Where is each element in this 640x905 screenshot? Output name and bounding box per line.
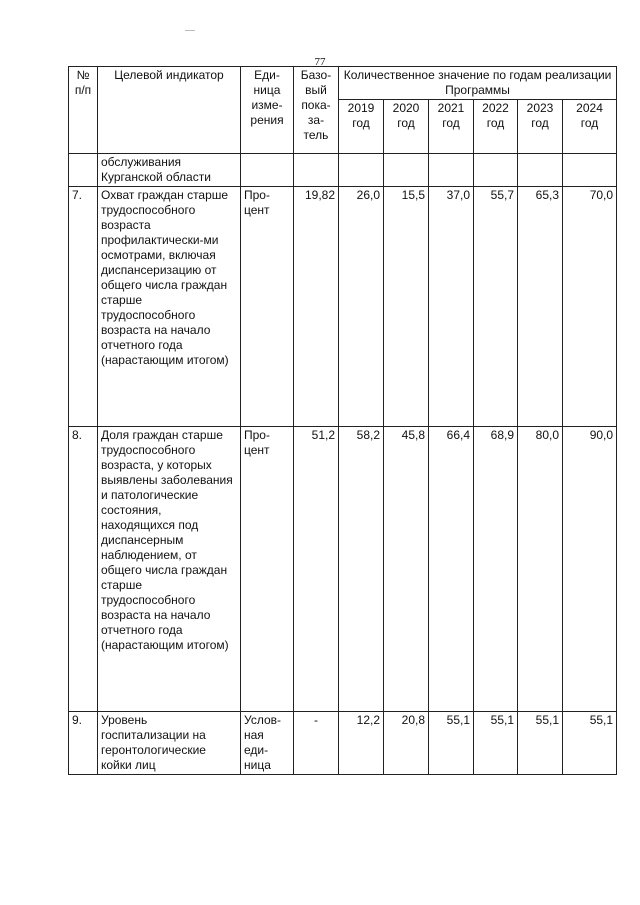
header-year-2019: 2019 год [339, 100, 384, 154]
header-year-2023: 2023 год [518, 100, 563, 154]
indicator-text: обслуживания Курганской области [98, 154, 241, 187]
table-row [69, 427, 617, 712]
value-2020: 45,8 [384, 427, 429, 712]
indicator-text: Уровень госпитализации на геронтологические койки лиц [98, 712, 241, 775]
cell [474, 154, 518, 187]
value-2023: 65,3 [518, 187, 563, 427]
indicators-table [68, 66, 617, 775]
base-value: 51,2 [294, 427, 339, 712]
cell [563, 154, 617, 187]
header-values-title: Количественное значение по годам реализации Программы [339, 67, 617, 100]
cell [241, 154, 294, 187]
header-year-2020: 2020 год [384, 100, 429, 154]
header-indicator: Целевой индикатор [98, 67, 241, 154]
value-2022: 55,1 [474, 712, 518, 775]
value-2024: 90,0 [563, 427, 617, 712]
value-2024: 70,0 [563, 187, 617, 427]
continuation-row [69, 154, 617, 187]
header-row [69, 67, 617, 100]
header-unit: Еди-ница изме-рения [241, 67, 294, 154]
value-2022: 55,7 [474, 187, 518, 427]
value-2019: 26,0 [339, 187, 384, 427]
page-number: 77 [314, 56, 326, 68]
cell [384, 154, 429, 187]
scan-mark [185, 30, 195, 31]
unit-text: Про-цент [241, 427, 294, 712]
header-base: Базо-вый пока-за-тель [294, 67, 339, 154]
row-num: 9. [69, 712, 98, 775]
value-2020: 15,5 [384, 187, 429, 427]
indicator-text: Доля граждан старше трудоспособного возраста, у которых выявлены заболевания и патологические состояния, находящихся под диспансерным наблюдением, от общего числа граждан старше трудоспособного возраста на начало отчетного года (нарастающим итогом) [98, 427, 241, 712]
value-2019: 12,2 [339, 712, 384, 775]
value-2023: 80,0 [518, 427, 563, 712]
value-2022: 68,9 [474, 427, 518, 712]
cell [518, 154, 563, 187]
row-num: 8. [69, 427, 98, 712]
header-year-2021: 2021 год [429, 100, 474, 154]
value-2021: 66,4 [429, 427, 474, 712]
row-num: 7. [69, 187, 98, 427]
unit-text: Услов-ная еди-ница [241, 712, 294, 775]
value-2021: 55,1 [429, 712, 474, 775]
cell [294, 154, 339, 187]
value-2024: 55,1 [563, 712, 617, 775]
header-year-2024: 2024 год [563, 100, 617, 154]
cell [69, 154, 98, 187]
cell [339, 154, 384, 187]
unit-text: Про-цент [241, 187, 294, 427]
value-2020: 20,8 [384, 712, 429, 775]
value-2021: 37,0 [429, 187, 474, 427]
base-value: - [294, 712, 339, 775]
table-row [69, 187, 617, 427]
value-2019: 58,2 [339, 427, 384, 712]
cell [429, 154, 474, 187]
value-2023: 55,1 [518, 712, 563, 775]
table-row [69, 712, 617, 775]
indicator-text: Охват граждан старше трудоспособного возраста профилактически-ми осмотрами, включая диспансеризацию от общего числа граждан старше трудоспособного возраста на начало отчетного года (нарастающим итогом) [98, 187, 241, 427]
base-value: 19,82 [294, 187, 339, 427]
header-num: № п/п [69, 67, 98, 154]
header-year-2022: 2022 год [474, 100, 518, 154]
